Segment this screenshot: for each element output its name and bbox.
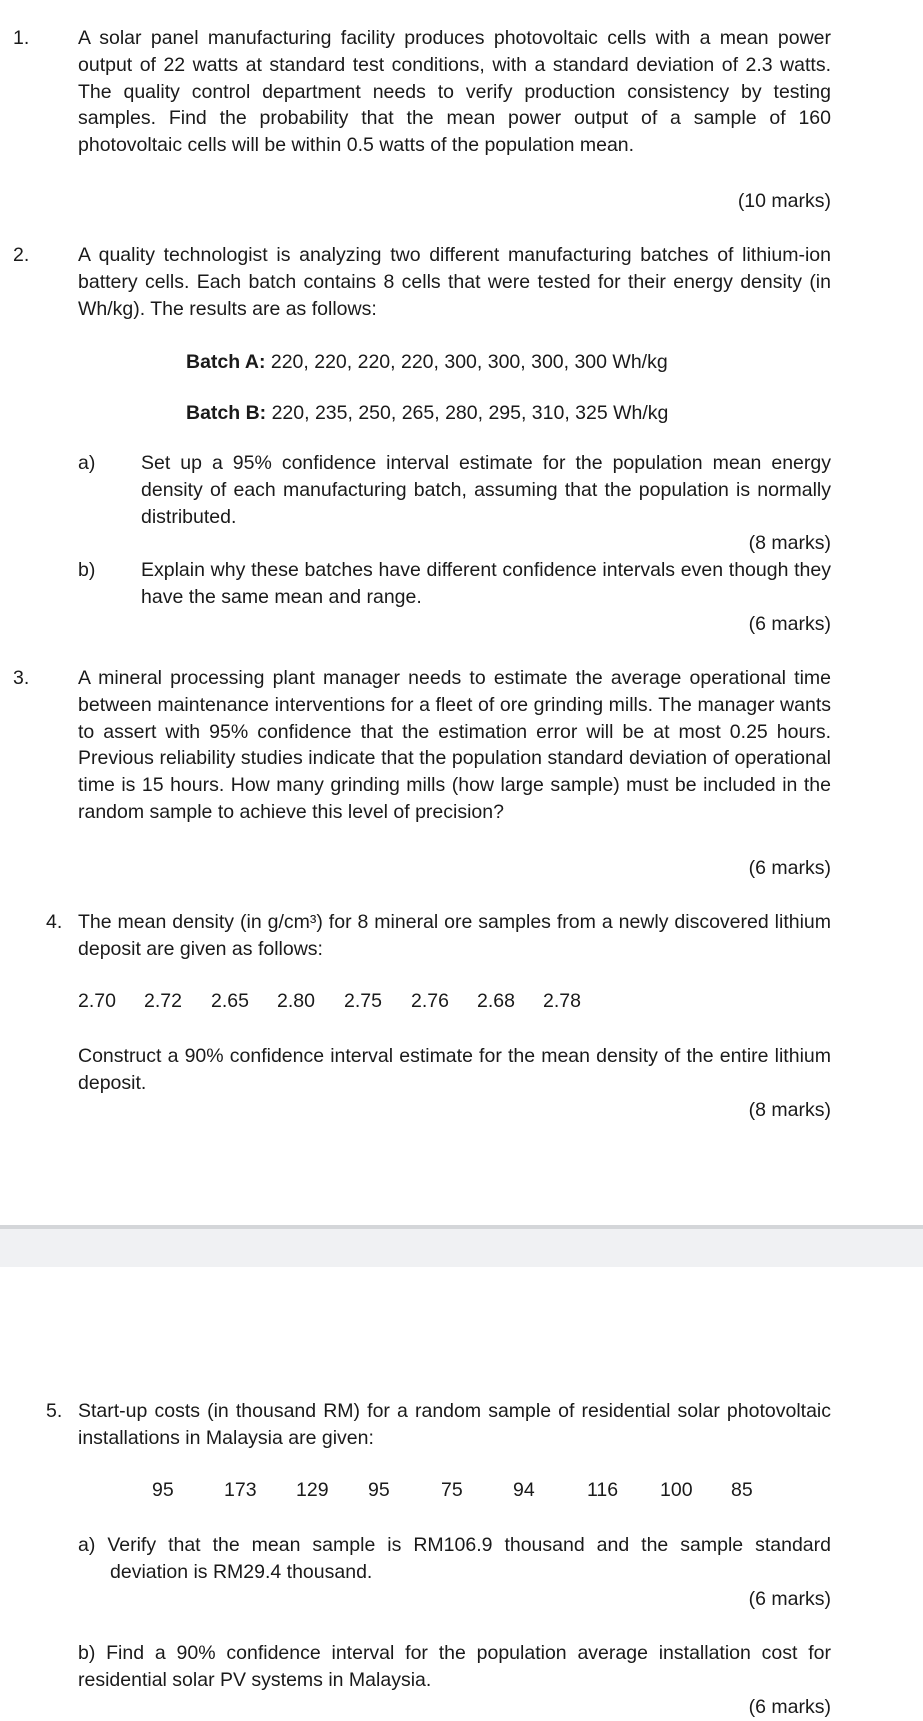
question-4-values-row bbox=[78, 988, 678, 1015]
question-2-number: 2. bbox=[13, 244, 30, 266]
question-3-text: A mineral processing plant manager needs to estimate the average operational time between maintenance interventions for a fleet of ore grinding mills. The manager wants to assert with 95% confidence that the estimation error will be at most 0.25 hours. Previous reliability studies indicate that the population standard deviation of operational time is 15 hours. How many grinding mills (how large sample) must be included in the random sample to achieve this level of precision? bbox=[78, 667, 831, 823]
question-5b-marks: (6 marks) bbox=[748, 1696, 831, 1718]
question-2b-label: b) bbox=[78, 559, 96, 581]
page-separator bbox=[0, 1225, 923, 1267]
cost-value: 173 bbox=[224, 1479, 257, 1501]
batch-a-line bbox=[186, 349, 668, 376]
question-4-number: 4. bbox=[46, 911, 63, 933]
batch-a-values: 220, 220, 220, 220, 300, 300, 300, 300 Wh/kg bbox=[265, 351, 668, 373]
question-2a-label: a) bbox=[78, 452, 96, 474]
density-value: 2.68 bbox=[477, 990, 515, 1012]
question-4-marks: (8 marks) bbox=[748, 1099, 831, 1121]
question-5a-text-content: a) Verify that the mean sample is RM106.9 thousand and the sample standard deviation is RM29.4 thousand. bbox=[78, 1534, 831, 1583]
question-4-task: Construct a 90% confidence interval estimate for the mean density of the entire lithium deposit. bbox=[78, 1045, 831, 1094]
question-1-text: A solar panel manufacturing facility produces photovoltaic cells with a mean power output of 22 watts at standard test conditions, with a standard deviation of 2.3 watts. The quality control department needs to verify production consistency by testing samples. Find the probability that the mean power output of a sample of 160 photovoltaic cells will be within 0.5 watts of the population mean. bbox=[78, 27, 831, 157]
density-value: 2.70 bbox=[78, 990, 116, 1012]
cost-value: 116 bbox=[587, 1479, 619, 1501]
batch-b-values: 220, 235, 250, 265, 280, 295, 310, 325 Wh/kg bbox=[266, 402, 669, 424]
density-value: 2.76 bbox=[411, 990, 449, 1012]
density-value: 2.78 bbox=[543, 990, 581, 1012]
density-value: 2.65 bbox=[211, 990, 249, 1012]
density-value: 2.72 bbox=[144, 990, 182, 1012]
cost-value: 95 bbox=[152, 1479, 174, 1501]
document-page-2 bbox=[0, 1267, 923, 1718]
cost-value: 94 bbox=[513, 1479, 535, 1501]
question-5-number: 5. bbox=[46, 1400, 63, 1422]
question-2b-marks: (6 marks) bbox=[748, 613, 831, 635]
question-5a-text bbox=[78, 1532, 831, 1586]
question-2b-text: Explain why these batches have different confidence intervals even though they have the same mean and range. bbox=[141, 559, 831, 608]
question-2a-marks: (8 marks) bbox=[748, 532, 831, 554]
question-3-number: 3. bbox=[13, 667, 30, 689]
batch-b-label: Batch B: bbox=[186, 402, 267, 424]
question-5b-text: b) Find a 90% confidence interval for the population average installation cost for residential solar PV systems in Malaysia. bbox=[78, 1642, 831, 1691]
question-3-marks: (6 marks) bbox=[748, 857, 831, 879]
density-value: 2.75 bbox=[344, 990, 382, 1012]
question-5-values-row bbox=[152, 1477, 772, 1504]
density-value: 2.80 bbox=[277, 990, 315, 1012]
question-2-text: A quality technologist is analyzing two different manufacturing batches of lithium-ion battery cells. Each batch contains 8 cells that were tested for their energy density (in Wh/kg). The results are as follows: bbox=[78, 244, 831, 320]
question-2a-text: Set up a 95% confidence interval estimate for the population mean energy density of each manufacturing batch, assuming that the population is normally distributed. bbox=[141, 452, 831, 528]
question-1-number: 1. bbox=[13, 27, 30, 49]
cost-value: 100 bbox=[660, 1479, 693, 1501]
question-4-text: The mean density (in g/cm³) for 8 mineral ore samples from a newly discovered lithium deposit are given as follows: bbox=[78, 911, 831, 960]
cost-value: 95 bbox=[368, 1479, 390, 1501]
cost-value: 85 bbox=[731, 1479, 753, 1501]
cost-value: 129 bbox=[296, 1479, 329, 1501]
cost-value: 75 bbox=[441, 1479, 463, 1501]
question-5a-marks: (6 marks) bbox=[748, 1588, 831, 1610]
batch-a-label: Batch A: bbox=[186, 351, 266, 373]
question-1-marks: (10 marks) bbox=[737, 190, 831, 212]
batch-b-line bbox=[186, 400, 668, 427]
question-5-text: Start-up costs (in thousand RM) for a random sample of residential solar photovoltaic installations in Malaysia are given: bbox=[78, 1400, 831, 1449]
